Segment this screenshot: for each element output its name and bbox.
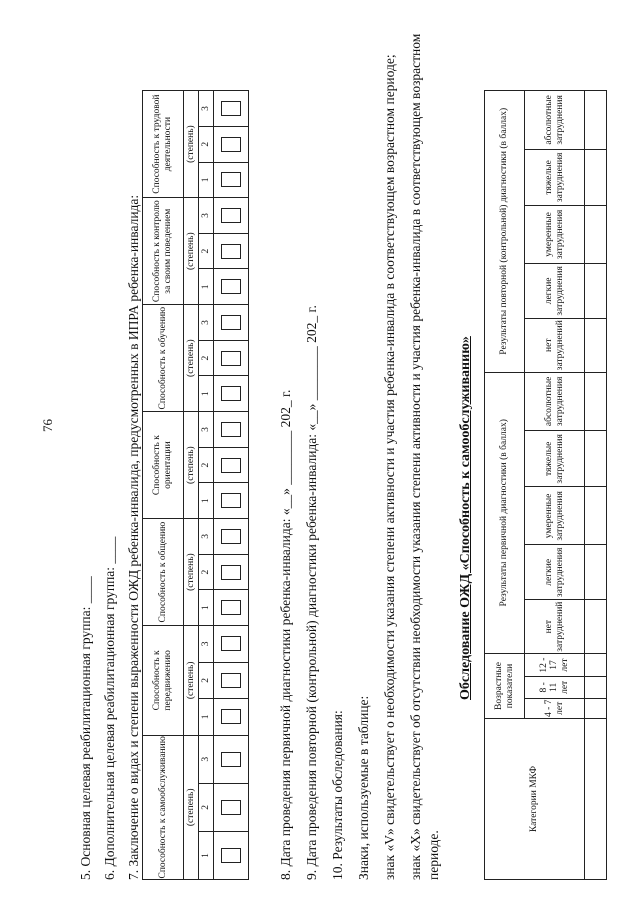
- degree-checkbox[interactable]: [221, 458, 241, 473]
- ability-header: Способность к общению: [143, 519, 184, 626]
- primary-level: абсолютные затруднения: [525, 372, 585, 431]
- degree-checkbox[interactable]: [221, 709, 241, 724]
- age-group: 4 - 7 лет: [525, 698, 585, 718]
- degree-number: 1: [199, 162, 214, 198]
- degree-checkbox[interactable]: [221, 279, 241, 294]
- sign-v-note: знак «V» свидетельствует о необходимости указания степени активности и участия ребенка-инвалида в соответствующем возрастном периоде;: [382, 54, 397, 880]
- degree-number: 2: [199, 662, 214, 699]
- ability-header: Способность к самообслуживанию: [143, 735, 184, 879]
- degree-checkbox[interactable]: [221, 800, 241, 815]
- degree-number: 3: [199, 305, 214, 341]
- abilities-table: [142, 90, 249, 880]
- signs-intro: Знаки, используемые в таблице:: [356, 695, 371, 880]
- degree-number: 3: [199, 198, 214, 234]
- item-conclusion: 7. Заключение о видах и степени выраженности ОЖД ребенка-инвалида, предусмотренных в ИПРА ребенка-инвалида:: [126, 194, 141, 880]
- section-title: Обследование ОЖД «Способность к самообслуживанию»: [458, 336, 473, 700]
- degree-number: 1: [199, 376, 214, 412]
- degree-checkbox[interactable]: [221, 208, 241, 223]
- degree-number: 1: [199, 483, 214, 519]
- item-results: 10. Результаты обследования:: [330, 710, 345, 880]
- degree-checkbox[interactable]: [221, 848, 241, 863]
- degree-checkbox[interactable]: [221, 565, 241, 580]
- degree-checkbox[interactable]: [221, 422, 241, 437]
- degree-checkbox[interactable]: [221, 636, 241, 651]
- sign-x-note-cont: периоде.: [426, 830, 441, 880]
- col-mkf-category: Категории МКФ: [485, 719, 585, 880]
- ability-header: Способность к трудовой деятельности: [143, 91, 184, 198]
- degree-number: 3: [199, 735, 214, 783]
- degree-number: 2: [199, 447, 214, 483]
- document-body: [46, 33, 606, 880]
- repeat-level: умеренные затруднения: [525, 206, 585, 264]
- primary-level: нет затруднений: [525, 600, 585, 654]
- degree-checkbox[interactable]: [221, 673, 241, 688]
- degree-checkbox[interactable]: [221, 752, 241, 767]
- degree-number: 2: [199, 126, 214, 162]
- age-group: 8 - 11 лет: [525, 677, 585, 699]
- repeat-level: легкие затруднения: [525, 263, 585, 318]
- degree-checkbox[interactable]: [221, 493, 241, 508]
- results-table: [484, 90, 607, 880]
- repeat-level: нет затруднений: [525, 318, 585, 372]
- primary-level: тяжелые затруднения: [525, 431, 585, 487]
- item-main-rehab-group: 5. Основная целевая реабилитационная группа: ____: [78, 576, 93, 880]
- sign-x-note: знак «X» свидетельствует об отсутствии необходимости указания степени активности и участия ребенка-инвалида в соответствующем возрастном: [408, 33, 423, 880]
- degree-number: 2: [199, 233, 214, 269]
- degree-number: 3: [199, 91, 214, 127]
- degree-checkbox[interactable]: [221, 137, 241, 152]
- ability-header: Способность к обучению: [143, 305, 184, 412]
- degree-number: 2: [199, 340, 214, 376]
- degree-checkbox[interactable]: [221, 529, 241, 544]
- degree-checkbox[interactable]: [221, 386, 241, 401]
- col-age-indicators: Возрастные показатели: [485, 654, 525, 719]
- degree-label: (степень): [184, 91, 199, 198]
- degree-number: 1: [199, 699, 214, 736]
- ability-header: Способность к ориентации: [143, 412, 184, 519]
- item-primary-date: 8. Дата проведения первичной диагностики ребенка-инвалида: «__» ________ 202_ г.: [278, 389, 293, 880]
- degree-checkbox[interactable]: [221, 351, 241, 366]
- degree-label: (степень): [184, 198, 199, 305]
- primary-level: легкие затруднения: [525, 545, 585, 600]
- degree-checkbox[interactable]: [221, 101, 241, 116]
- col-repeat-results: Результаты повторной (контрольной) диагностики (в баллах): [485, 91, 525, 373]
- degree-label: (степень): [184, 519, 199, 626]
- degree-checkbox[interactable]: [221, 315, 241, 330]
- degree-label: (степень): [184, 626, 199, 736]
- degree-label: (степень): [184, 412, 199, 519]
- degree-number: 3: [199, 412, 214, 448]
- page-number: 76: [40, 419, 55, 432]
- age-group: 12 - 17 лет: [525, 654, 585, 677]
- degree-label: (степень): [184, 735, 199, 879]
- repeat-level: тяжелые затруднения: [525, 149, 585, 205]
- table-row: [585, 91, 607, 880]
- degree-checkbox[interactable]: [221, 244, 241, 259]
- item-repeat-date: 9. Дата проведения повторной (контрольной) диагностики ребенка-инвалида: «__» ________ 202_ г.: [304, 305, 319, 880]
- item-additional-rehab-group: 6. Дополнительная целевая реабилитационная группа: ____: [102, 536, 117, 880]
- degree-number: 1: [199, 269, 214, 305]
- degree-number: 3: [199, 519, 214, 555]
- degree-number: 3: [199, 626, 214, 663]
- degree-checkbox[interactable]: [221, 600, 241, 615]
- degree-checkbox[interactable]: [221, 172, 241, 187]
- ability-header: Способность к контролю за своим поведением: [143, 198, 184, 305]
- col-primary-results: Результаты первичной диагностики (в баллах): [485, 372, 525, 653]
- degree-number: 1: [199, 590, 214, 626]
- primary-level: умеренные затруднения: [525, 487, 585, 545]
- degree-number: 2: [199, 783, 214, 831]
- degree-number: 1: [199, 831, 214, 879]
- degree-number: 2: [199, 554, 214, 590]
- repeat-level: абсолютные затруднения: [525, 91, 585, 150]
- ability-header: Способность к передвижению: [143, 626, 184, 736]
- degree-label: (степень): [184, 305, 199, 412]
